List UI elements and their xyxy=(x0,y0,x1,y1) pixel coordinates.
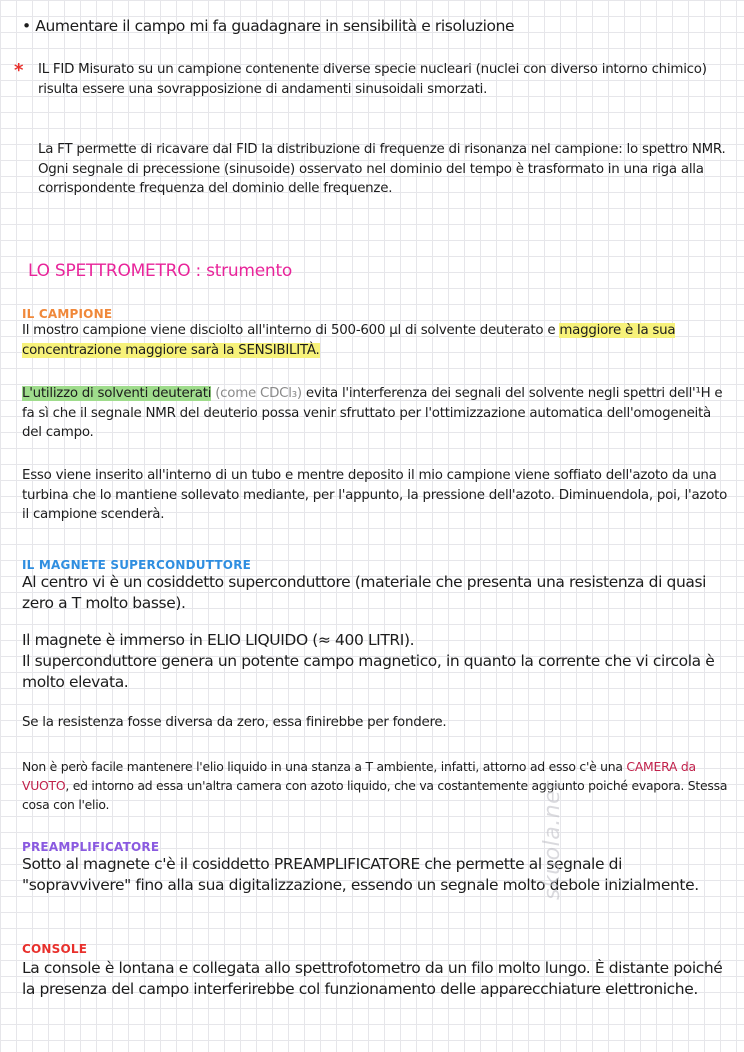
magnete-heading: IL MAGNETE SUPERCONDUTTORE xyxy=(22,558,252,572)
campione-heading: IL CAMPIONE xyxy=(22,307,113,321)
preamp-heading: PREAMPLIFICATORE xyxy=(22,840,160,854)
campione-paragraph-3 xyxy=(22,466,732,525)
campione-text-1 xyxy=(22,321,732,360)
magnete-text-4: Se la resistenza fosse diversa da zero, essa finirebbe per fondere. xyxy=(22,715,447,730)
deuterated-highlight: L'utilizzo di solventi deuterati xyxy=(22,386,212,401)
magnete-text-2: Il magnete è immerso in ELIO LIQUIDO (≈ 400 LITRI). xyxy=(22,631,415,649)
magnete-text-5b: , ed intorno ad essa un'altra camera con azoto liquido, che va costantemente aggiunto poiché evapora. Stessa cosa con l'elio. xyxy=(22,778,728,812)
console-heading: CONSOLE xyxy=(22,942,88,956)
ft-text-2: Ogni segnale di precessione (sinusoide) osservato nel dominio del tempo è trasformato in una riga alla corrispondente frequenza del dominio delle frequenze. xyxy=(38,161,704,196)
ft-paragraph xyxy=(38,140,732,199)
watermark: skuola.net xyxy=(540,780,565,900)
magnete-paragraph-3 xyxy=(22,713,732,733)
fid-paragraph xyxy=(38,60,732,99)
main-title: LO SPETTROMETRO : strumento xyxy=(28,261,293,281)
intro-bullet xyxy=(22,16,732,37)
bullet-line: • Aumentare il campo mi fa guadagnare in sensibilità e risoluzione xyxy=(22,17,515,35)
fid-text: IL FID Misurato su un campione contenente diverse specie nucleari (nuclei con diverso intorno chimico) risulta essere una sovrapposizione di andamenti sinusoidali smorzati. xyxy=(38,62,707,97)
magnete-text-5a: Non è però facile mantenere l'elio liquido in una stanza a T ambiente, infatti, attorno ad esso c'è una xyxy=(22,759,627,774)
campione-text-2 xyxy=(22,384,732,443)
preamp-text: Sotto al magnete c'è il cosiddetto PREAMPLIFICATORE che permette al segnale di "sopravvivere" fino alla sua digitalizzazione, essendo un segnale molto debole inizialmente. xyxy=(22,855,699,894)
magnete-paragraph-4 xyxy=(22,757,732,814)
preamp-paragraph xyxy=(22,854,732,896)
campione-text-1a: Il mostro campione viene disciolto all'interno di 500-600 μl di solvente deuterato e xyxy=(22,323,560,338)
campione-text-2b: evita l'interferenza dei segnali del solvente negli spettri dell'¹H e fa sì che il segnale NMR del deuterio possa venir sfruttato per l'ottimizzazione automatica dell'omogeneità del campo. xyxy=(22,386,723,440)
campione-paragraph-2 xyxy=(22,384,732,443)
magnete-paragraph-2 xyxy=(22,630,732,693)
magnete-paragraph-1 xyxy=(22,572,732,614)
magnete-text-5 xyxy=(22,757,732,814)
sensitivity-highlight: maggiore è la sua concentrazione maggiore sarà la SENSIBILITÀ. xyxy=(22,323,676,358)
star-icon: * xyxy=(14,60,24,81)
magnete-text-3: Il superconduttore genera un potente campo magnetico, in quanto la corrente che vi circola è molto elevata. xyxy=(22,652,715,691)
ft-text-1: La FT permette di ricavare dal FID la distribuzione di frequenze di risonanza nel campione: lo spettro NMR. xyxy=(38,142,726,157)
magnete-text-1: Al centro vi è un cosiddetto superconduttore (materiale che presenta una resistenza di quasi zero a T molto basse). xyxy=(22,573,707,612)
vacuum-chamber-label: CAMERA da VUOTO xyxy=(22,759,696,793)
cdcl3-note: (come CDCl₃) xyxy=(215,386,302,401)
campione-paragraph-1 xyxy=(22,321,732,360)
console-text: La console è lontana e collegata allo spettrofotometro da un filo molto lungo. È distante poiché la presenza del campo interferirebbe col funzionamento delle apparecchiature elettroniche. xyxy=(22,959,723,998)
campione-text-3: Esso viene inserito all'interno di un tubo e mentre deposito il mio campione viene soffiato dell'azoto da una turbina che lo mantiene sollevato mediante, per l'appunto, la pressione dell'azoto. Diminuendola, poi, l'azoto il campione scenderà. xyxy=(22,468,728,522)
console-paragraph xyxy=(22,958,732,1000)
